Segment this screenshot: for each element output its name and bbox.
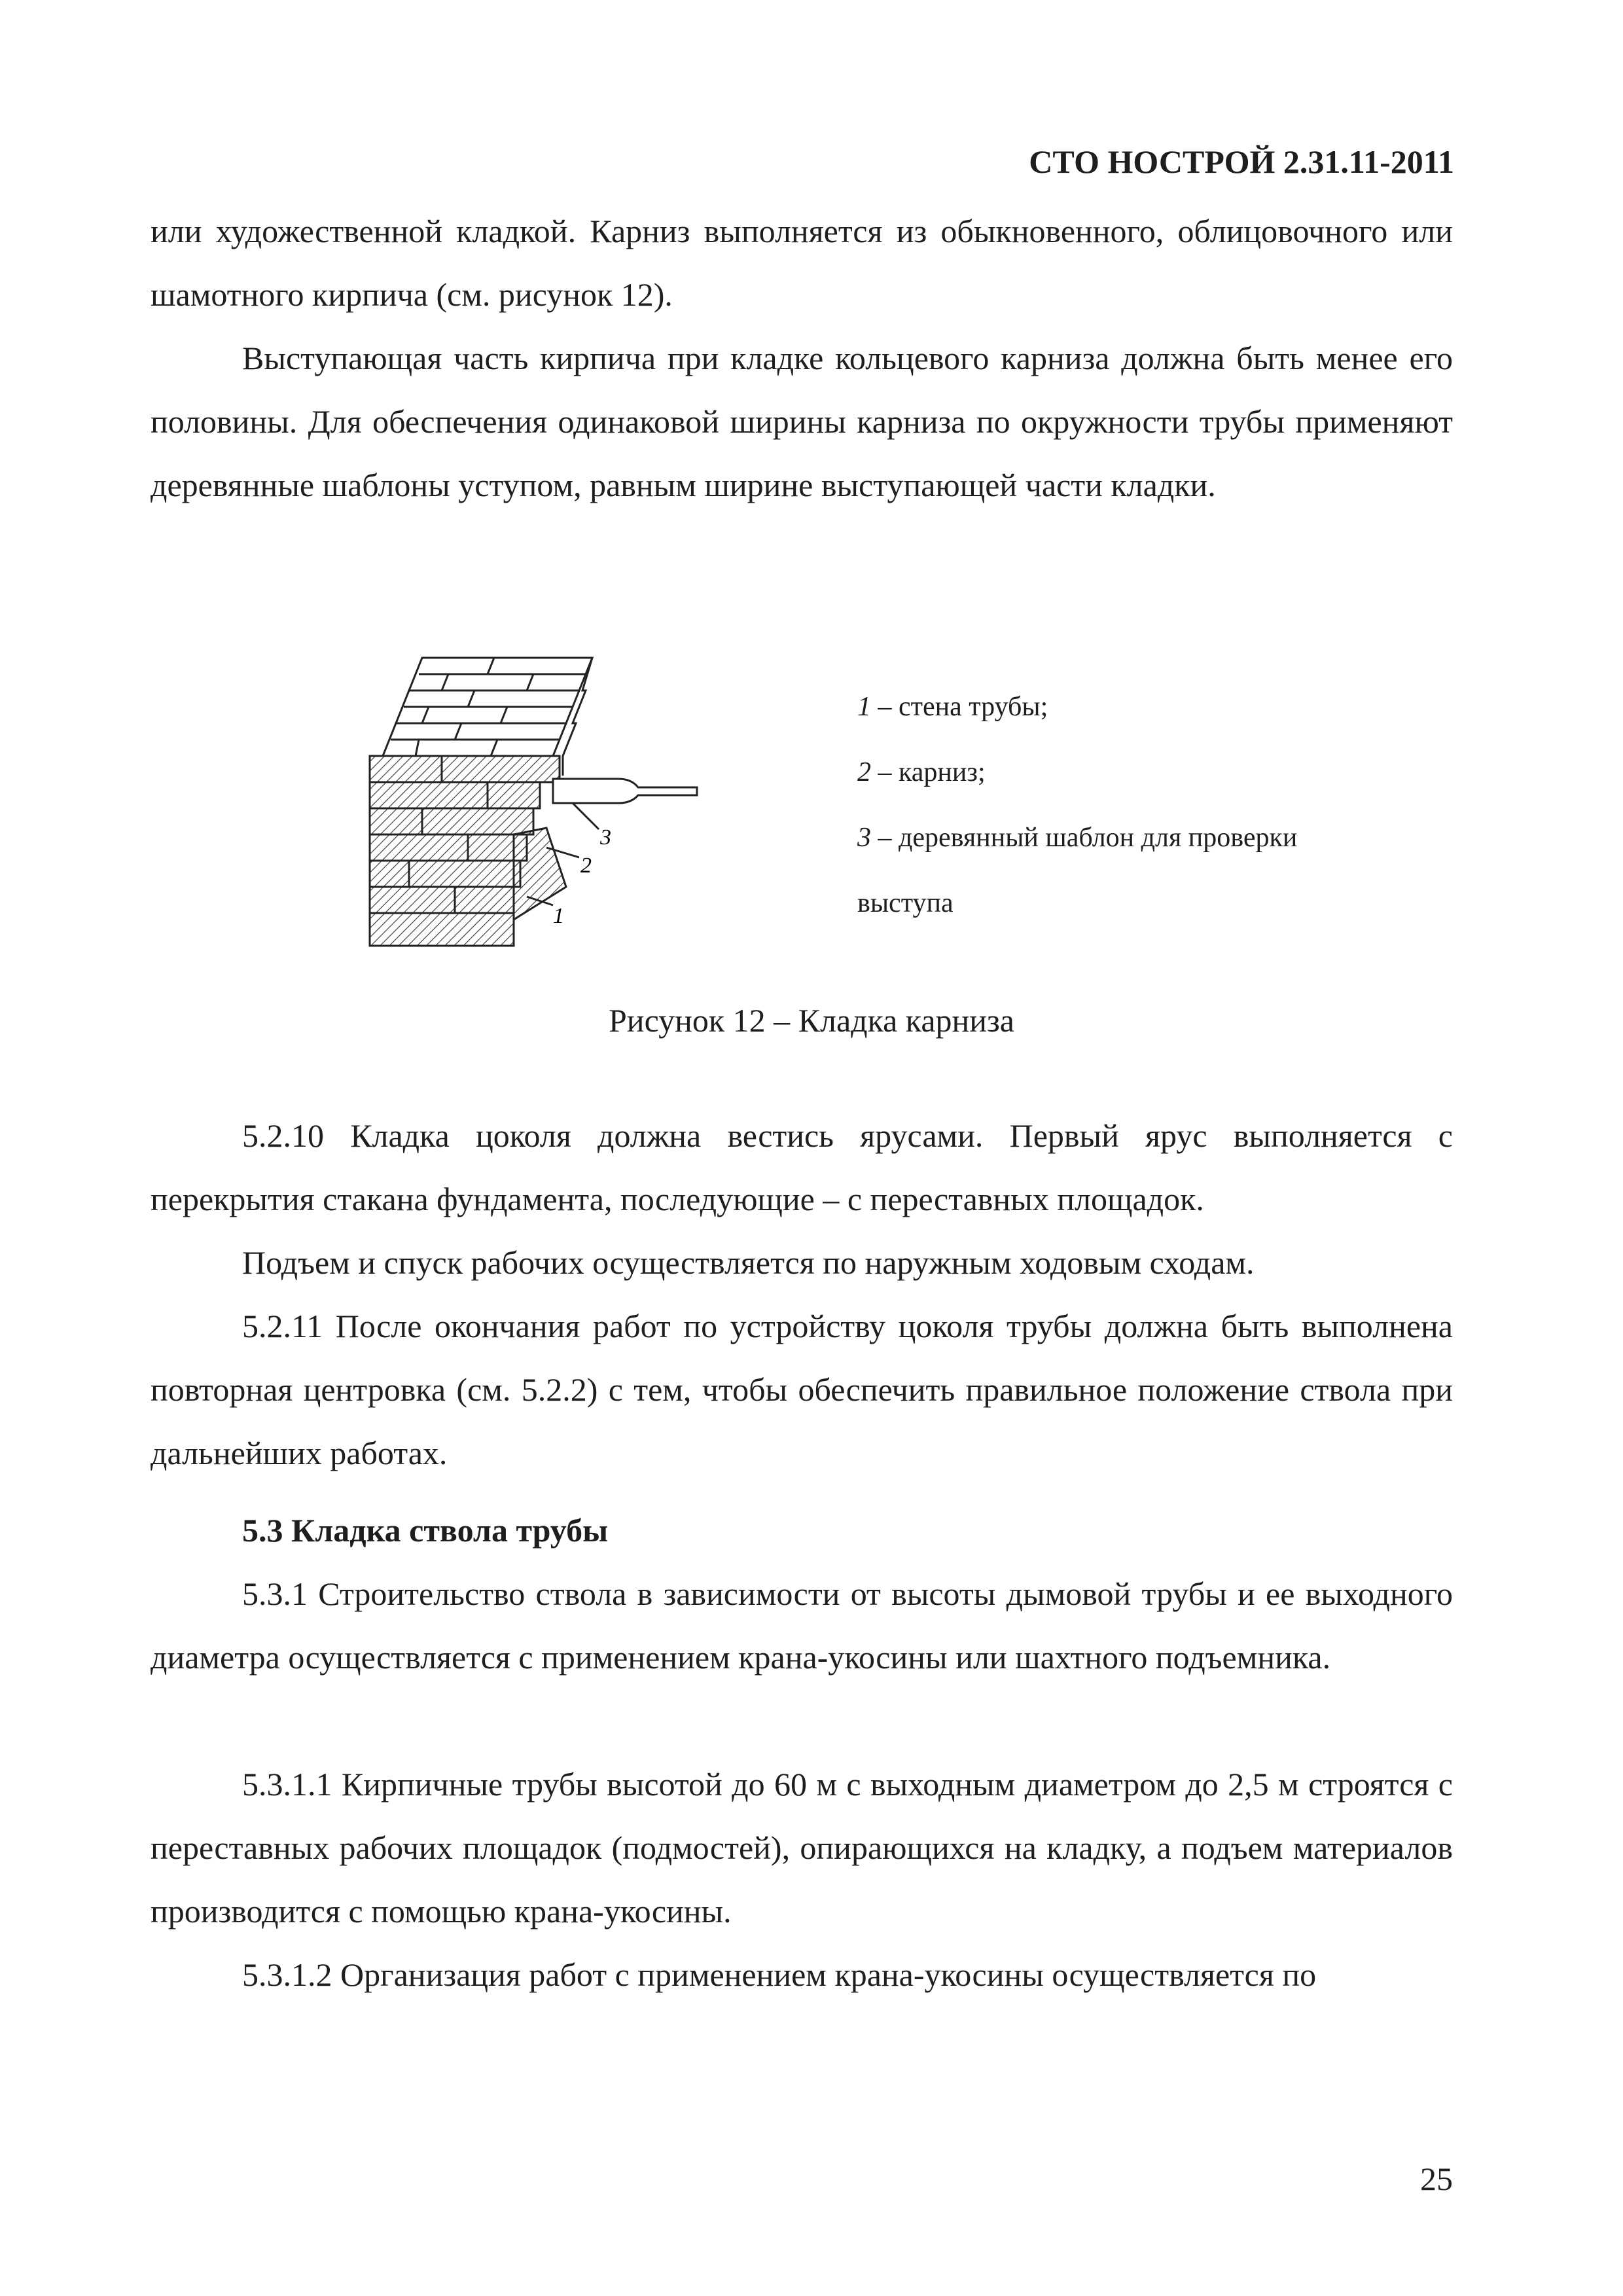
cornice-masonry-drawing [357,645,723,959]
paragraph-cornice-material: или художественной кладкой. Карниз выполняется из обыкновенного, облицовочного или шамотного кирпича (см. рисунок 12). [151,213,1453,313]
figure-label-3: 3 [600,825,611,850]
legend-item: 2 – карниз; [857,757,986,787]
document-code-header: СТО НОСТРОЙ 2.31.11-2011 [1029,143,1454,180]
legend-item: выступа [857,888,954,918]
paragraph-5-2-11: 5.2.11 После окончания работ по устройству цоколя трубы должна быть выполнена повторная центровка (см. 5.2.2) с тем, чтобы обеспечить правильное положение ствола при дальнейших работах. [151,1308,1453,1471]
paragraph-5-3-1-2: 5.3.1.2 Организация работ с применением крана-укосины осуществляется по [242,1956,1317,1993]
paragraph-workers-access: Подъем и спуск рабочих осуществляется по наружным ходовым сходам. [242,1244,1255,1281]
figure-caption: Рисунок 12 – Кладка карниза [609,1002,1014,1039]
figure-label-1: 1 [553,904,564,928]
paragraph-5-3-1-1: 5.3.1.1 Кирпичные трубы высотой до 60 м с выходным диаметром до 2,5 м строятся с переставных рабочих площадок (подмостей), опирающихся на кладку, а подъем материалов производится с помощью крана-укосины. [151,1766,1453,1929]
legend-item: 1 – стена трубы; [857,692,1048,722]
paragraph-5-3-1: 5.3.1 Строительство ствола в зависимости от высоты дымовой трубы и ее выходного диаметра осуществляется с применением крана-укосины или шахтного подъемника. [151,1575,1453,1676]
legend-item: 3 – деревянный шаблон для проверки [857,823,1298,853]
section-heading-5-3: 5.3 Кладка ствола трубы [242,1512,609,1549]
figure-label-2: 2 [580,853,592,878]
figure-legend [857,674,1297,936]
paragraph-protruding-brick: Выступающая часть кирпича при кладке кольцевого карниза должна быть менее его половины. Для обеспечения одинаковой ширины карниза по окружности трубы применяют деревянные шаблоны уступом, равным ширине выступающей части кладки. [151,340,1453,503]
page-number: 25 [1420,2161,1453,2197]
paragraph-5-2-10: 5.2.10 Кладка цоколя должна вестись ярусами. Первый ярус выполняется с перекрытия стакана фундамента, последующие – с переставных площадок. [151,1117,1453,1217]
